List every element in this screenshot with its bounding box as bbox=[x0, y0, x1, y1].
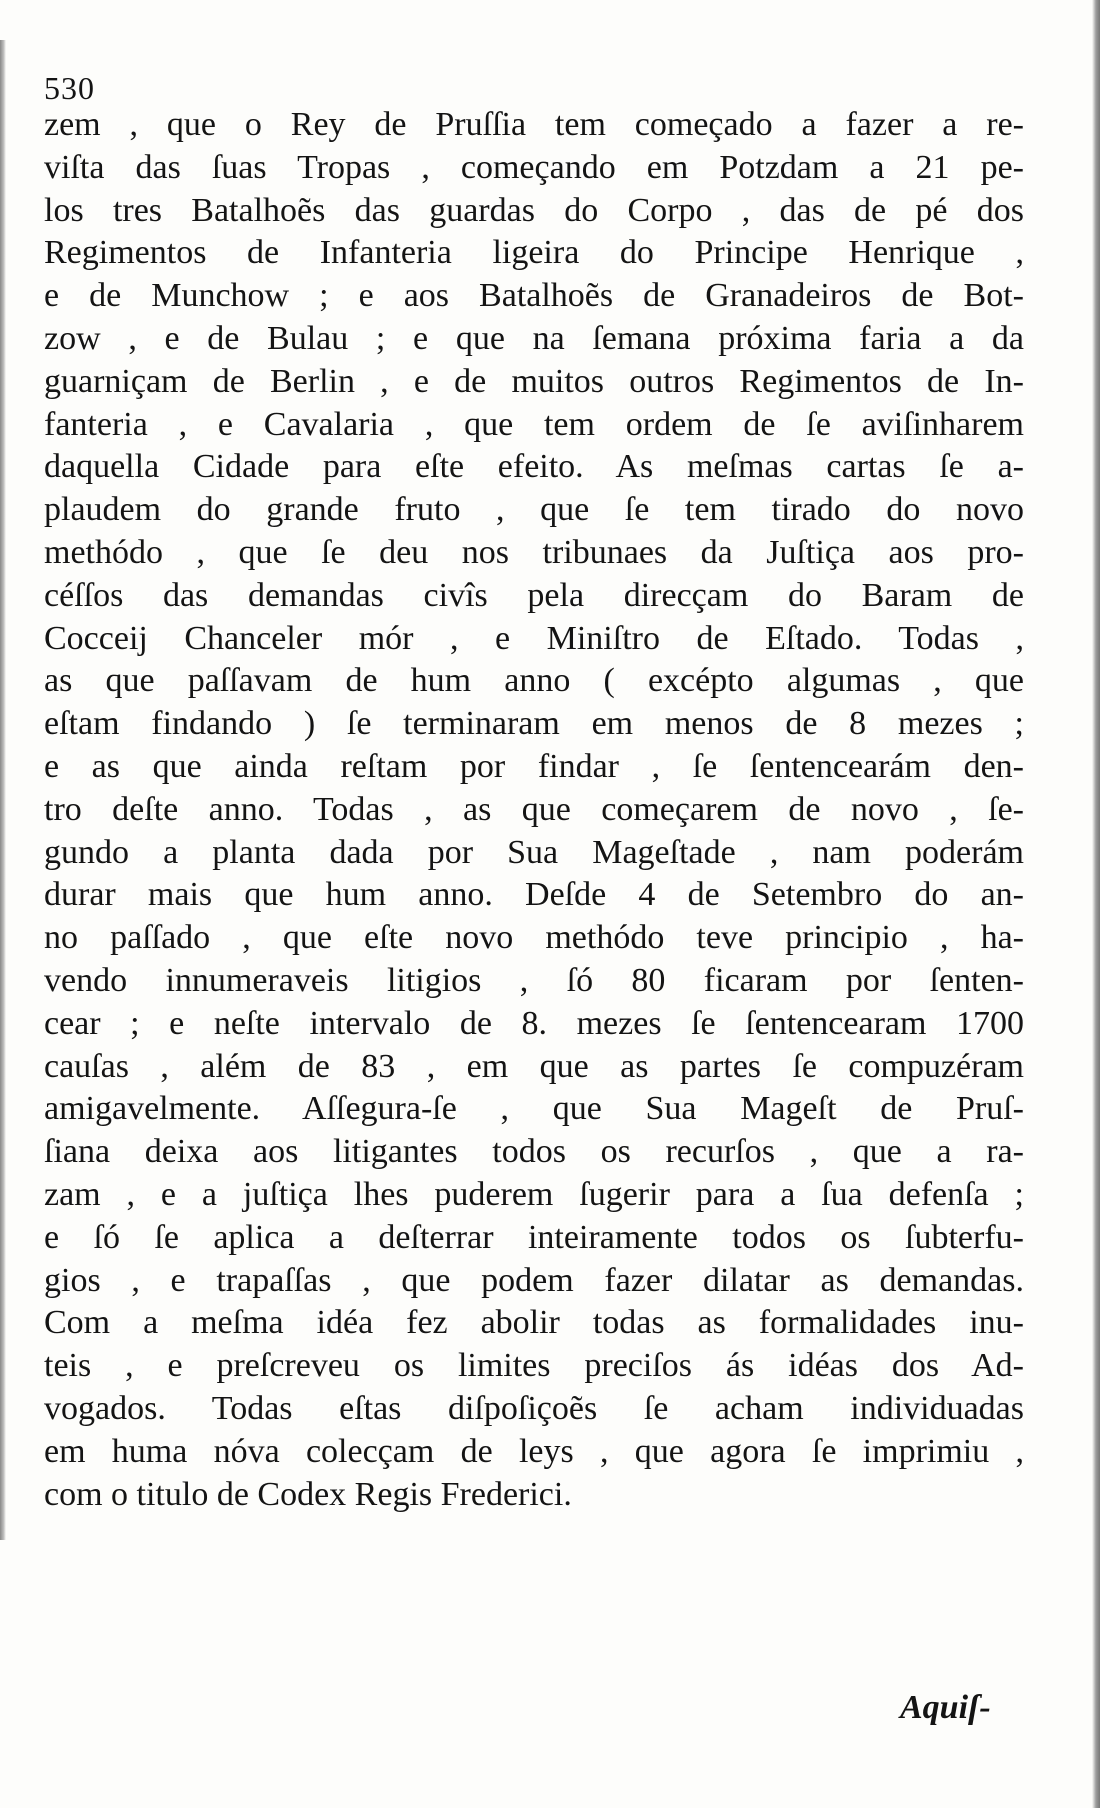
text-line: céſſos das demandas civîs pela direcçam do Baram de bbox=[44, 576, 1024, 614]
text-line: durar mais que hum anno. Deſde 4 de Setembro do an- bbox=[44, 876, 1024, 914]
text-line: Cocceij Chanceler mór , e Miniſtro de Eſtado. Todas , bbox=[44, 619, 1024, 657]
text-line: vogados. Todas eſtas diſpoſiçoẽs ſe acham individuadas bbox=[44, 1389, 1024, 1427]
text-line: plaudem do grande fruto , que ſe tem tirado do novo bbox=[44, 491, 1024, 529]
body-text bbox=[44, 104, 1024, 1516]
text-line: zam , e a juſtiça lhes puderem ſugerir para a ſua defenſa ; bbox=[44, 1175, 1024, 1213]
text-line: e ſó ſe aplica a deſterrar inteiramente todos os ſubterfu- bbox=[44, 1218, 1024, 1256]
text-line: gundo a planta dada por Sua Mageſtade , nam poderám bbox=[44, 833, 1024, 871]
text-line: zem , que o Rey de Pruſſia tem começado a fazer a re- bbox=[44, 106, 1024, 143]
text-line: zow , e de Bulau ; e que na ſemana próxima faria a da bbox=[44, 319, 1024, 357]
text-line: ſiana deixa aos litigantes todos os recurſos , que a ra- bbox=[44, 1133, 1024, 1171]
text-line: fanteria , e Cavalaria , que tem ordem de ſe aviſinharem bbox=[44, 405, 1024, 443]
text-line: e as que ainda reſtam por findar , ſe ſentencearám den- bbox=[44, 747, 1024, 785]
text-line: teis , e preſcreveu os limites preciſos ás idéas dos Ad- bbox=[44, 1347, 1024, 1385]
text-line: cauſas , além de 83 , em que as partes ſe compuzéram bbox=[44, 1047, 1024, 1085]
page-number: 530 bbox=[44, 70, 95, 106]
text-line: daquella Cidade para eſte efeito. As meſmas cartas ſe a- bbox=[44, 448, 1024, 486]
text-line-last: com o titulo de Codex Regis Frederici. bbox=[44, 1475, 572, 1513]
text-line: vendo innumeraveis litigios , ſó 80 ficaram por ſenten- bbox=[44, 961, 1024, 999]
text-line: eſtam findando ) ſe terminaram em menos de 8 mezes ; bbox=[44, 705, 1024, 743]
text-line: methódo , que ſe deu nos tribunaes da Juſtiça aos pro- bbox=[44, 533, 1024, 571]
text-line: Regimentos de Infanteria ligeira do Principe Henrique , bbox=[44, 234, 1024, 272]
text-line: no paſſado , que eſte novo methódo teve principio , ha- bbox=[44, 919, 1024, 957]
text-line: tro deſte anno. Todas , as que começarem de novo , ſe- bbox=[44, 790, 1024, 828]
text-line: gios , e trapaſſas , que podem fazer dilatar as demandas. bbox=[44, 1261, 1024, 1299]
left-page-edge-shadow bbox=[0, 40, 6, 1540]
text-line: em huma nóva colecçam de leys , que agora ſe imprimiu , bbox=[44, 1432, 1024, 1470]
text-line: e de Munchow ; e aos Batalhoẽs de Granadeiros de Bot- bbox=[44, 277, 1024, 315]
text-line: guarniçam de Berlin , e de muitos outros Regimentos de In- bbox=[44, 362, 1024, 400]
right-page-edge-shadow bbox=[1092, 0, 1100, 1808]
text-line: los tres Batalhoẽs das guardas do Corpo , das de pé dos bbox=[44, 191, 1024, 229]
text-line: amigavelmente. Aſſegura-ſe , que Sua Mageſt de Pruſ- bbox=[44, 1090, 1024, 1128]
catchword: Aquiſ- bbox=[900, 1689, 991, 1726]
text-line: Com a meſma idéa fez abolir todas as formalidades inu- bbox=[44, 1304, 1024, 1342]
text-line: cear ; e neſte intervalo de 8. mezes ſe ſentencearam 1700 bbox=[44, 1004, 1024, 1042]
text-line: as que paſſavam de hum anno ( excépto algumas , que bbox=[44, 662, 1024, 700]
text-line: viſta das ſuas Tropas , começando em Potzdam a 21 pe- bbox=[44, 148, 1024, 186]
